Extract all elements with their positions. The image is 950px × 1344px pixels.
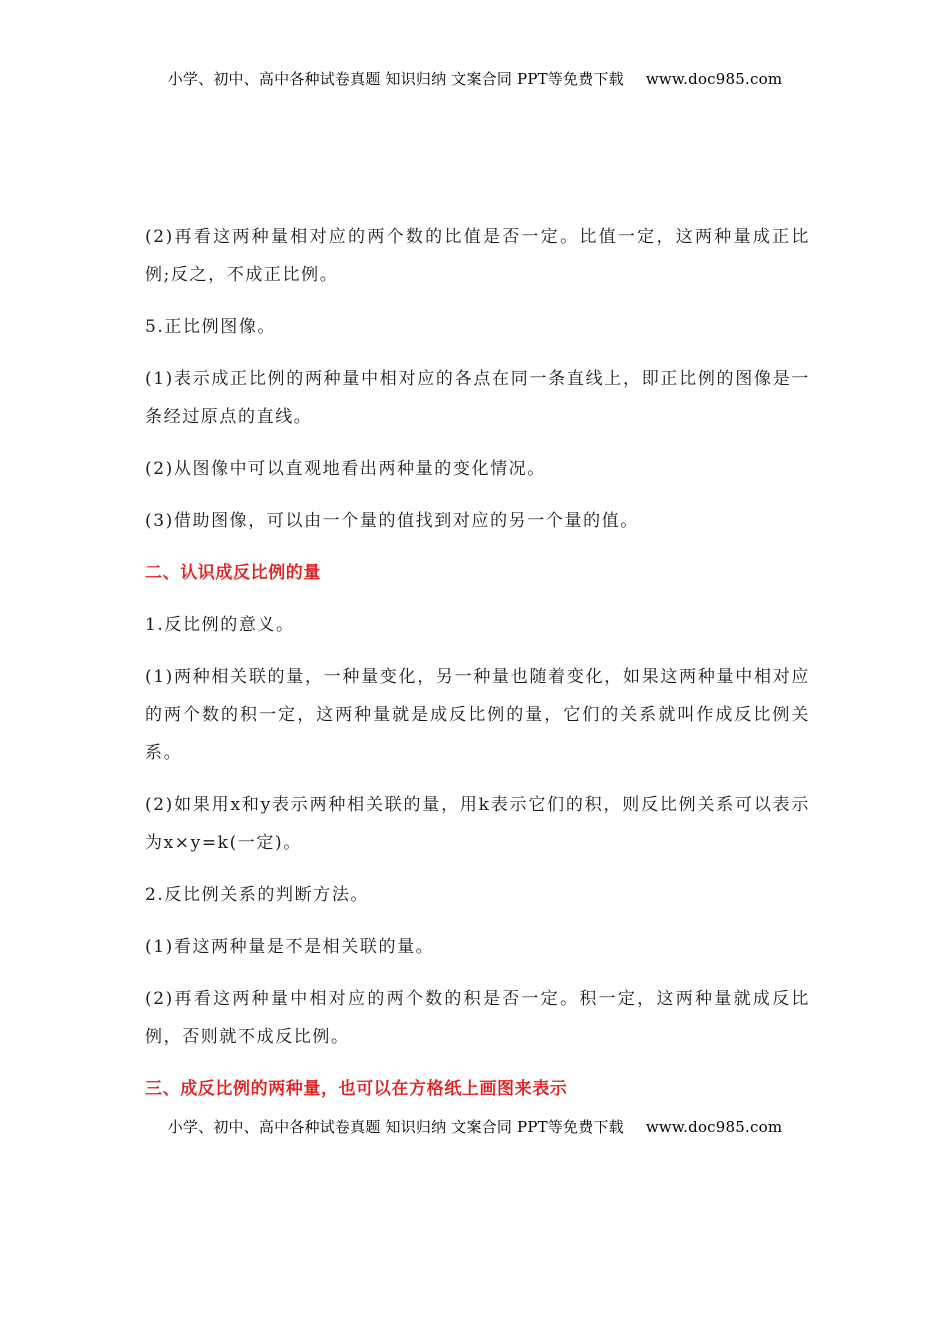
paragraph: (1)表示成正比例的两种量中相对应的各点在同一条直线上，即正比例的图像是一条经过原点的直线。 bbox=[145, 369, 810, 427]
header-text: 小学、初中、高中各种试卷真题 知识归纳 文案合同 PPT等免费下载 bbox=[167, 70, 624, 88]
page-footer bbox=[0, 1116, 950, 1137]
section-heading: 三、成反比例的两种量，也可以在方格纸上画图来表示 bbox=[145, 1079, 568, 1099]
document-body bbox=[145, 218, 810, 1122]
paragraph: (2)从图像中可以直观地看出两种量的变化情况。 bbox=[145, 459, 546, 479]
page-header bbox=[0, 68, 950, 89]
paragraph: 2.反比例关系的判断方法。 bbox=[145, 885, 370, 905]
paragraph: 1.反比例的意义。 bbox=[145, 615, 295, 635]
footer-url: www.doc985.com bbox=[645, 1118, 783, 1136]
paragraph: (1)看这两种量是不是相关联的量。 bbox=[145, 937, 435, 957]
paragraph: (2)再看这两种量中相对应的两个数的积是否一定。积一定，这两种量就成反比例，否则就不成反比例。 bbox=[145, 989, 810, 1047]
paragraph: 5.正比例图像。 bbox=[145, 317, 277, 337]
paragraph: (2)再看这两种量相对应的两个数的比值是否一定。比值一定，这两种量成正比例;反之，不成正比例。 bbox=[145, 227, 810, 285]
paragraph: (2)如果用x和y表示两种相关联的量，用k表示它们的积，则反比例关系可以表示为x×y=k(一定)。 bbox=[145, 795, 810, 853]
footer-text: 小学、初中、高中各种试卷真题 知识归纳 文案合同 PPT等免费下载 bbox=[167, 1118, 624, 1136]
paragraph: (3)借助图像，可以由一个量的值找到对应的另一个量的值。 bbox=[145, 511, 639, 531]
section-heading: 二、认识成反比例的量 bbox=[145, 563, 321, 583]
paragraph: (1)两种相关联的量，一种量变化，另一种量也随着变化，如果这两种量中相对应的两个数的积一定，这两种量就是成反比例的量，它们的关系就叫作成反比例关系。 bbox=[145, 667, 810, 763]
header-url: www.doc985.com bbox=[645, 70, 783, 88]
